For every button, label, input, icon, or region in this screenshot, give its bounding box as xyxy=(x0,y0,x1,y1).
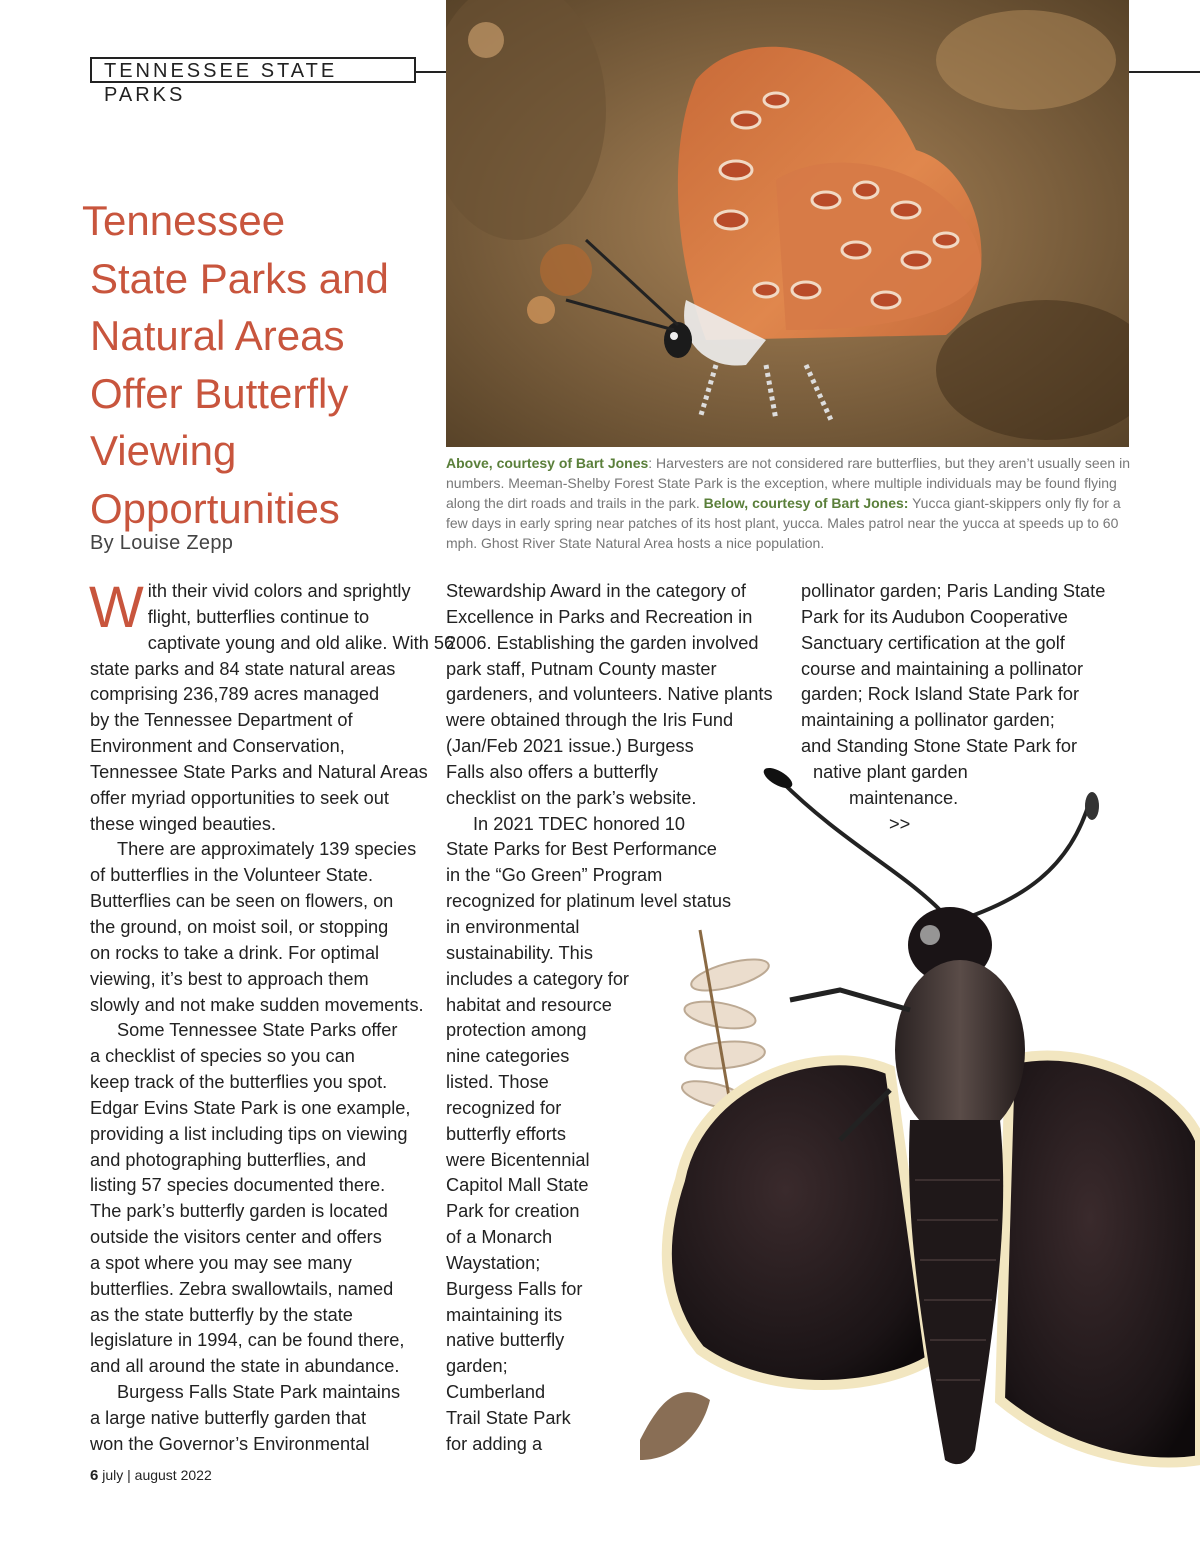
body-line: Park for its Audubon Cooperative xyxy=(801,606,1068,627)
body-line: Burgess Falls State Park maintains xyxy=(117,1382,401,1403)
body-line: the ground, on moist soil, or stopping xyxy=(90,916,389,937)
body-line: providing a list including tips on viewing xyxy=(90,1123,408,1144)
body-line: of butterflies in the Volunteer State. xyxy=(90,865,374,886)
article-title xyxy=(82,192,442,537)
body-line: viewing, it’s best to approach them xyxy=(90,968,369,989)
body-line: and photographing butterflies, and xyxy=(90,1149,367,1170)
page-footer xyxy=(90,1467,212,1484)
title-line: Opportunities xyxy=(90,484,340,532)
body-line: by the Tennessee Department of xyxy=(90,710,353,731)
body-line: keep track of the butterflies you spot. xyxy=(90,1072,388,1093)
title-line: Viewing xyxy=(90,427,237,474)
byline: By Louise Zepp xyxy=(90,532,234,554)
body-line: Capitol Mall State xyxy=(446,1175,589,1196)
caption-text-above: : Harvesters are not considered rare butterflies, but they aren’t usually seen in numbers. Meeman-Shelby Forest State Park is the exception, where multiple individuals may be found flying along the dirt roads and trails in the park. xyxy=(446,455,1130,511)
body-line: habitat and resource xyxy=(446,994,612,1015)
page-number: 6 xyxy=(90,1467,99,1484)
body-line: State Parks for Best Performance xyxy=(446,839,717,860)
body-line: Cumberland xyxy=(446,1382,546,1403)
body-line: offer myriad opportunities to seek out xyxy=(90,787,389,808)
body-line: flight, butterflies continue to xyxy=(147,606,370,627)
body-line: listed. Those xyxy=(446,1072,549,1093)
caption-credit-above: Above, courtesy of Bart Jones xyxy=(446,455,649,471)
body-line: were Bicentennial xyxy=(446,1149,590,1170)
body-line: and Standing Stone State Park for xyxy=(801,736,1078,757)
issue-date: july | august 2022 xyxy=(102,1467,212,1483)
header-rule-left xyxy=(416,71,446,73)
body-line: won the Governor’s Environmental xyxy=(90,1433,370,1454)
body-line: comprising 236,789 acres managed xyxy=(90,684,380,705)
body-line: Park for creation xyxy=(446,1201,580,1222)
body-line: park staff, Putnam County master xyxy=(446,658,717,679)
body-line: recognized for xyxy=(446,1097,562,1118)
photo-caption xyxy=(446,453,1136,553)
body-line: these winged beauties. xyxy=(90,813,277,834)
body-line: slowly and not make sudden movements. xyxy=(90,994,424,1015)
body-line: for adding a xyxy=(446,1433,543,1454)
body-line: (Jan/Feb 2021 issue.) Burgess xyxy=(446,736,694,757)
body-line: were obtained through the Iris Fund xyxy=(446,710,734,731)
body-column-1 xyxy=(89,575,455,1458)
body-line: There are approximately 139 species xyxy=(117,839,417,860)
body-line: Excellence in Parks and Recreation in xyxy=(446,606,753,627)
body-line: gardeners, and volunteers. Native plants xyxy=(446,684,773,705)
body-line: sustainability. This xyxy=(446,942,593,963)
caption-text-below: Yucca giant-skippers only fly for a few days in early spring near patches of its host plant, yucca. Males patrol near the yucca at speeds up to 60 mph. Ghost River State Natural Area hosts a nice population. xyxy=(446,495,1121,551)
body-line: course and maintaining a pollinator xyxy=(801,658,1084,679)
body-line: butterfly efforts xyxy=(446,1123,566,1144)
body-line: and all around the state in abundance. xyxy=(90,1356,400,1377)
body-line: native butterfly xyxy=(446,1330,565,1351)
title-line: Natural Areas xyxy=(90,312,345,359)
body-line: recognized for platinum level status xyxy=(446,891,732,912)
body-line: in the “Go Green” Program xyxy=(446,865,663,886)
body-line: Edgar Evins State Park is one example, xyxy=(90,1097,411,1118)
body-line: state parks and 84 state natural areas xyxy=(90,658,396,679)
body-line: pollinator garden; Paris Landing State xyxy=(801,581,1106,601)
body-line: captivate young and old alike. With 56 xyxy=(147,632,455,653)
body-line: Falls also offers a butterfly xyxy=(446,761,658,782)
body-line: native plant garden xyxy=(813,761,968,782)
body-line: in environmental xyxy=(446,916,580,937)
body-line: maintaining its xyxy=(446,1304,563,1325)
body-line: In 2021 TDEC honored 10 xyxy=(473,813,685,834)
body-line: Sanctuary certification at the golf xyxy=(801,632,1065,653)
body-line: nine categories xyxy=(446,1046,570,1067)
body-line: maintaining a pollinator garden; xyxy=(801,710,1055,731)
body-line: garden; xyxy=(446,1356,508,1377)
body-column-3 xyxy=(801,579,1121,837)
body-line: of a Monarch xyxy=(446,1227,553,1248)
body-line: Environment and Conservation, xyxy=(90,736,345,757)
harvester-butterfly-photo xyxy=(446,0,1129,447)
title-line: Offer Butterfly xyxy=(90,369,349,417)
body-line: 2006. Establishing the garden involved xyxy=(446,632,759,653)
section-label: TENNESSEE STATE PARKS xyxy=(90,57,416,83)
body-column-2 xyxy=(446,579,773,1458)
body-line: a large native butterfly garden that xyxy=(90,1408,367,1428)
body-line: outside the visitors center and offers xyxy=(90,1227,382,1248)
body-line: Tennessee State Parks and Natural Areas xyxy=(90,761,428,782)
body-line: The park’s butterfly garden is located xyxy=(90,1201,388,1222)
continued-arrow[interactable]: >> xyxy=(889,813,911,834)
title-line: State Parks and xyxy=(90,254,389,302)
caption-credit-below: Below, courtesy of Bart Jones: xyxy=(703,495,909,511)
body-line: a spot where you may see many xyxy=(90,1252,352,1273)
body-line: Trail State Park xyxy=(446,1408,571,1428)
body-line: includes a category for xyxy=(446,968,629,989)
body-line: a checklist of species so you can xyxy=(90,1046,355,1067)
header-rule-right xyxy=(1129,71,1200,73)
body-line: protection among xyxy=(446,1020,587,1041)
body-line: ith their vivid colors and sprightly xyxy=(147,581,411,601)
title-line: Tennessee xyxy=(82,197,286,244)
body-line: Waystation; xyxy=(446,1252,541,1273)
drop-cap: W xyxy=(89,575,144,640)
body-line: as the state butterfly by the state xyxy=(90,1304,353,1325)
body-line: Some Tennessee State Parks offer xyxy=(117,1020,398,1041)
body-line: checklist on the park’s website. xyxy=(446,787,697,808)
body-line: listing 57 species documented there. xyxy=(90,1175,386,1196)
body-line: butterflies. Zebra swallowtails, named xyxy=(90,1278,394,1299)
body-line: on rocks to take a drink. For optimal xyxy=(90,942,380,963)
body-line: garden; Rock Island State Park for xyxy=(801,684,1080,705)
body-line: Burgess Falls for xyxy=(446,1278,583,1299)
body-line: Stewardship Award in the category of xyxy=(446,581,746,601)
body-line: legislature in 1994, can be found there, xyxy=(90,1330,405,1351)
body-line: Butterflies can be seen on flowers, on xyxy=(90,891,394,912)
body-line: maintenance. xyxy=(849,787,959,808)
